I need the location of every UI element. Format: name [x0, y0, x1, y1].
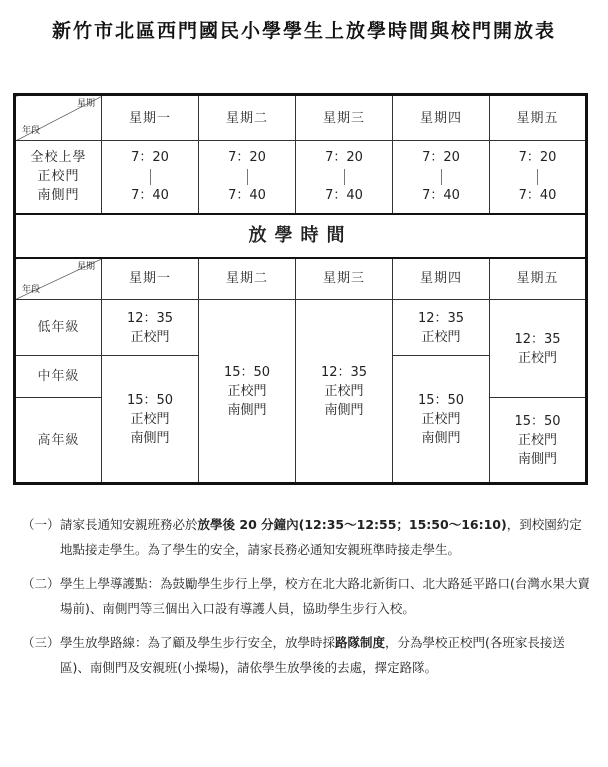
note-text: 學生放學路線：為了顧及學生步行安全，放學時採 [60, 635, 336, 650]
morning-time-cell [490, 141, 587, 214]
dismissal-cell [102, 300, 199, 356]
dismissal-cell [490, 300, 587, 398]
note-number: （一） [22, 517, 60, 532]
dismissal-gate: 正校門 [324, 383, 364, 399]
end-time: 7：40 [422, 187, 460, 203]
note-emphasis: 路隊制度 [335, 635, 386, 650]
end-time: 7：40 [131, 187, 169, 203]
schedule-table [13, 93, 588, 485]
dismissal-cell [102, 356, 199, 484]
dismissal-cell [393, 356, 490, 484]
morning-time-cell [102, 141, 199, 214]
day-header: 星期四 [393, 258, 490, 300]
dismissal-header-row [15, 258, 587, 300]
note-text: 請家長通知安親班務必於 [60, 517, 198, 532]
end-time: 7：40 [518, 187, 557, 203]
dismissal-cell [296, 300, 393, 484]
dismissal-gate: 正校門 [421, 411, 461, 427]
start-time: 7：20 [422, 149, 460, 165]
dismissal-gate: 南側門 [227, 402, 267, 418]
start-time: 7：20 [325, 149, 363, 165]
note-emphasis: 放學後 20 分鐘內(12:35～12:55；15:50～16:10) [197, 517, 507, 532]
dismissal-time: 15：50 [126, 392, 174, 408]
end-time: 7：40 [325, 187, 363, 203]
note-number: （二） [22, 576, 60, 591]
start-time: 7：20 [131, 149, 169, 165]
dismissal-time: 15：50 [514, 413, 561, 429]
dismissal-time: 12：35 [126, 310, 174, 326]
start-time: 7：20 [228, 149, 266, 165]
morning-time-cell [296, 141, 393, 214]
day-header: 星期一 [102, 95, 199, 141]
day-header: 星期四 [393, 95, 490, 141]
morning-time-cell [393, 141, 490, 214]
start-time: 7：20 [518, 149, 557, 165]
morning-label [15, 141, 102, 214]
dismissal-section-title: 放學時間 [15, 214, 587, 258]
dismissal-time: 12：35 [514, 331, 561, 347]
dismissal-section-row [15, 214, 587, 258]
notes-section [22, 512, 594, 689]
note-item [22, 630, 594, 680]
day-header: 星期三 [296, 258, 393, 300]
note-item [22, 571, 594, 621]
dismissal-gate: 南側門 [517, 451, 557, 467]
page-title: 新竹市北區西門國民小學學生上放學時間與校門開放表 [51, 20, 556, 42]
morning-header-row [15, 95, 587, 141]
dismissal-gate: 南側門 [324, 402, 364, 418]
day-header: 星期二 [199, 258, 296, 300]
day-header: 星期五 [490, 95, 587, 141]
morning-label-line: 正校門 [37, 169, 80, 185]
dismissal-gate: 正校門 [517, 350, 557, 366]
dismissal-gate: 南側門 [421, 430, 461, 446]
dismissal-time: 12：35 [320, 364, 368, 380]
morning-label-line: 全校上學 [30, 150, 87, 166]
dismissal-cell [199, 300, 296, 484]
end-time: 7：40 [228, 187, 266, 203]
day-header: 星期五 [490, 258, 587, 300]
dismissal-gate: 正校門 [421, 329, 461, 345]
dismissal-gate: 正校門 [227, 383, 267, 399]
note-item [22, 512, 594, 562]
grade-label: 高年級 [15, 398, 102, 484]
morning-label-line: 南側門 [37, 188, 80, 204]
corner-weekday: 星期 [76, 99, 95, 109]
dismissal-time: 12：35 [417, 310, 465, 326]
dismissal-gate: 南側門 [130, 430, 170, 446]
note-text: ，分為學校正校門(各班家長接送區)、南側門及安親班(小操場)，請依學生放學後的去處，擇定路隊。 [60, 635, 565, 675]
note-number: （三） [22, 635, 60, 650]
corner-grade: 年段 [22, 126, 41, 136]
grade-label: 中年級 [15, 356, 102, 398]
day-header: 星期一 [102, 258, 199, 300]
note-text: ，到校園約定地點接走學生。為了學生的安全，請家長務必通知安親班準時接走學生。 [60, 517, 582, 557]
day-header: 星期三 [296, 95, 393, 141]
dismissal-gate: 正校門 [130, 329, 170, 345]
grade-label: 低年級 [15, 300, 102, 356]
low-grade-row [15, 300, 587, 356]
dismissal-gate: 正校門 [130, 411, 170, 427]
dismissal-time: 15：50 [417, 392, 465, 408]
morning-time-cell [199, 141, 296, 214]
note-text: 學生上學導護點：為鼓勵學生步行上學，校方在北大路北新街口、北大路延平路口(台灣水果大賣場前)、南側門等三個出入口設有導護人員，協助學生步行入校。 [60, 576, 590, 616]
day-header: 星期二 [199, 95, 296, 141]
corner-cell [15, 258, 102, 300]
dismissal-cell [490, 398, 587, 484]
corner-grade: 年段 [22, 285, 41, 295]
corner-cell [15, 95, 102, 141]
corner-weekday: 星期 [76, 261, 95, 272]
morning-row [15, 141, 587, 214]
dismissal-gate: 正校門 [517, 432, 557, 448]
dismissal-cell [393, 300, 490, 356]
dismissal-time: 15：50 [223, 364, 271, 380]
